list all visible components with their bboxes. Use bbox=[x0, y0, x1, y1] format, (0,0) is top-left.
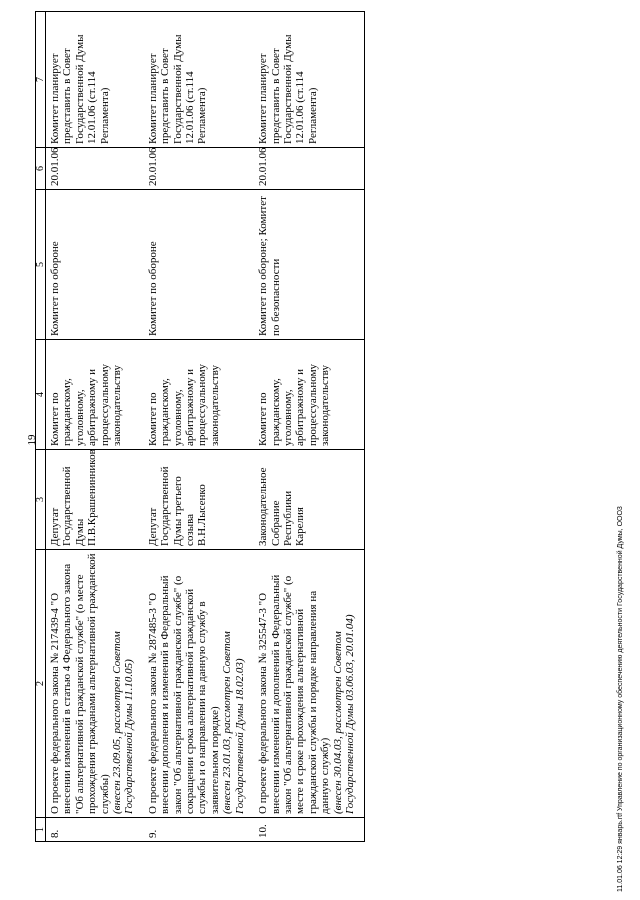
bill-description bbox=[144, 550, 254, 818]
column-header: 7 bbox=[36, 12, 46, 148]
bill-note: (внесен 23.09.05, рассмотрен Советом Государственной Думы 11.10.05) bbox=[111, 631, 136, 814]
bill-description bbox=[46, 550, 144, 818]
row-number: 10. bbox=[254, 818, 365, 842]
table-row bbox=[144, 12, 254, 842]
responsible-committee: Комитет по гражданскому, уголовному, арбитражному и процессуальному законодательству bbox=[254, 340, 365, 450]
page-footer: 11.01.06 12:29 январь.rtf Управление по организационному обеспечению деятельности Государственной Думы, ООО3 bbox=[617, 506, 624, 892]
column-header: 1 bbox=[36, 818, 46, 842]
row-number: 8. bbox=[46, 818, 144, 842]
header-row bbox=[36, 12, 46, 842]
table-row bbox=[46, 12, 144, 842]
column-header: 4 bbox=[36, 340, 46, 450]
co-executors: Комитет по обороне; Комитет по безопасности bbox=[254, 190, 365, 340]
status-note: Комитет планирует представить в Совет Государственной Думы 12.01.06 (ст.114 Регламента) bbox=[144, 12, 254, 148]
bill-author: Депутат Государственной Думы третьего созыва В.Н.Лысенко bbox=[144, 450, 254, 550]
bill-author: Законодательное Собрание Республики Карелия bbox=[254, 450, 365, 550]
legislation-table bbox=[35, 11, 365, 842]
responsible-committee: Комитет по гражданскому, уголовному, арбитражному и процессуальному законодательству bbox=[144, 340, 254, 450]
page-number: 19 bbox=[26, 434, 38, 446]
row-number: 9. bbox=[144, 818, 254, 842]
bill-note: (внесен 23.01.03, рассмотрен Советом Государственной Думы 18.02.03) bbox=[221, 631, 246, 814]
review-date: 20.01.06 bbox=[254, 148, 365, 190]
bill-description bbox=[254, 550, 365, 818]
review-date: 20.01.06 bbox=[144, 148, 254, 190]
column-header: 6 bbox=[36, 148, 46, 190]
column-header: 2 bbox=[36, 550, 46, 818]
bill-title: О проекте федерального закона № 217439-4 "О внесении изменений в статью 4 Федерального закона "Об альтернативной гражданской службе" (о месте прохождения гражданами альтернативной гражданской службы) bbox=[49, 553, 111, 814]
column-header: 3 bbox=[36, 450, 46, 550]
bill-note: (внесен 30.04.03, рассмотрен Советом Государственной Думы 03.06.03, 20.01.04) bbox=[331, 614, 356, 814]
status-note: Комитет планирует представить в Совет Государственной Думы 12.01.06 (ст.114 Регламента) bbox=[46, 12, 144, 148]
table-row bbox=[254, 12, 365, 842]
bill-title: О проекте федерального закона № 287485-3 "О внесении дополнения и изменений в Федеральный закон "Об альтернативной гражданской службе" (о сокращении срока альтернативной гражданской службы и о направлении на данную службу в заявительном порядке) bbox=[146, 575, 221, 814]
co-executors: Комитет по обороне bbox=[144, 190, 254, 340]
bill-author: Депутат Государственной Думы П.В.Крашенинников bbox=[46, 450, 144, 550]
review-date: 20.01.06 bbox=[46, 148, 144, 190]
responsible-committee: Комитет по гражданскому, уголовному, арбитражному и процессуальному законодательству bbox=[46, 340, 144, 450]
column-header: 5 bbox=[36, 190, 46, 340]
co-executors: Комитет по обороне bbox=[46, 190, 144, 340]
status-note: Комитет планирует представить в Совет Государственной Думы 12.01.06 (ст.114 Регламента) bbox=[254, 12, 365, 148]
bill-title: О проекте федерального закона № 325547-3 "О внесении изменений и дополнений в Федеральный закон "Об альтернативной гражданской службе" (о месте и сроке прохождения альтернативной гражданской службы и порядке направления на данную службу) bbox=[257, 574, 332, 814]
